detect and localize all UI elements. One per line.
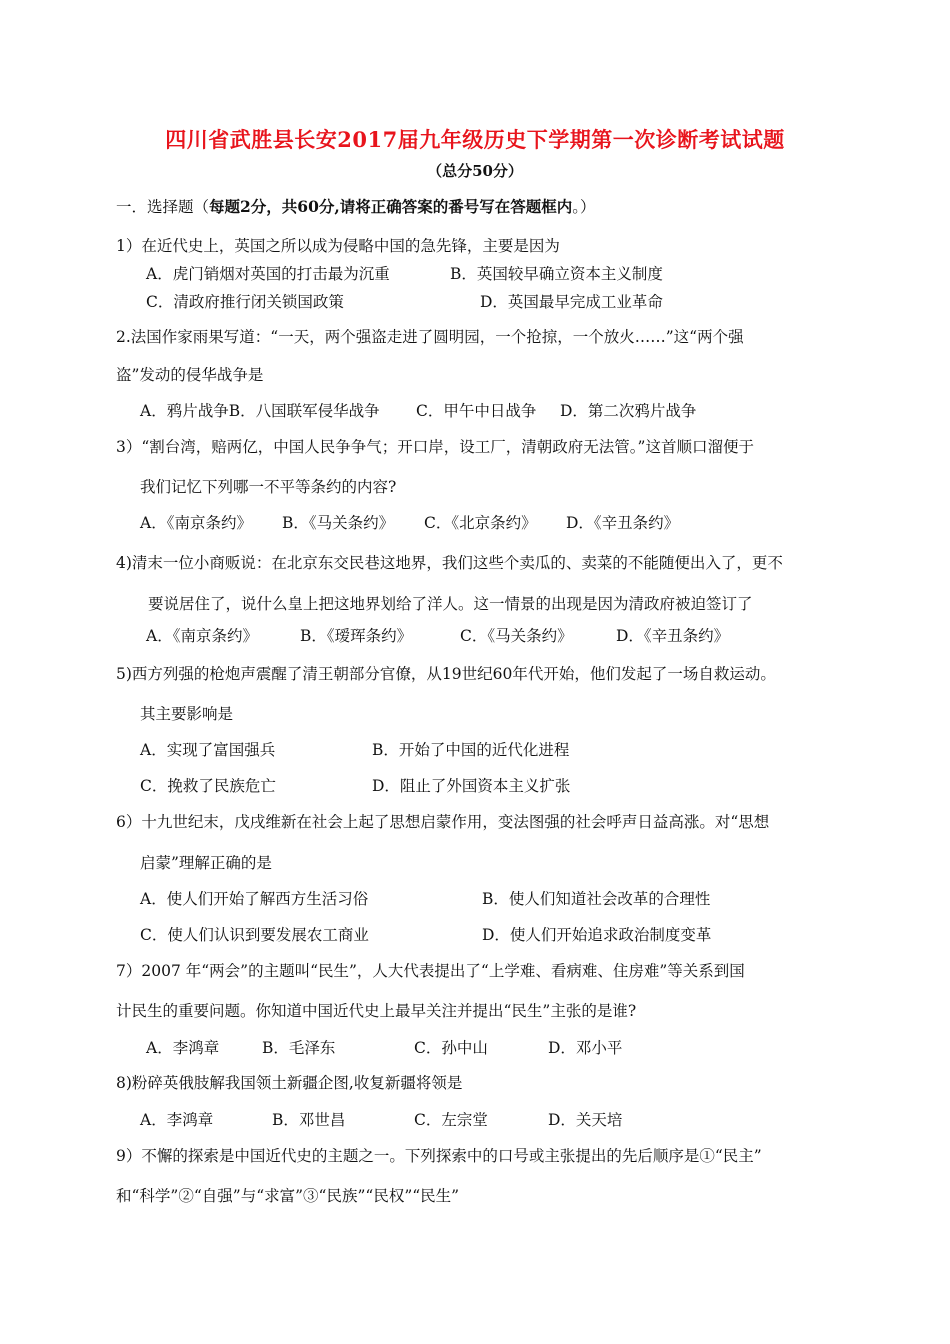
question-6-option-a: A．使人们开始了解西方生活习俗 [140, 890, 369, 908]
question-8-option-c: C．左宗堂 [414, 1111, 488, 1129]
question-1-stem: 1）在近代史上，英国之所以成为侵略中国的急先锋，主要是因为 [116, 237, 560, 255]
question-6-option-d: D．使人们开始追求政治制度变革 [482, 926, 712, 944]
question-6-option-b: B．使人们知道社会改革的合理性 [482, 890, 711, 908]
question-8-stem: 8)粉碎英俄肢解我国领土新疆企图,收复新疆将领是 [116, 1074, 463, 1092]
question-1-option-b: B．英国较早确立资本主义制度 [450, 265, 663, 283]
question-9-stem-line-1: 9）不懈的探索是中国近代史的主题之一。下列探索中的口号或主张提出的先后顺序是①“民主” [116, 1147, 762, 1165]
question-4-option-b: B．《瑷珲条约》 [300, 627, 413, 645]
question-1-option-d: D．英国最早完成工业革命 [480, 293, 663, 311]
question-7-option-a: A．李鸿章 [146, 1039, 220, 1057]
question-2-stem-line-2: 盗”发动的侵华战争是 [116, 366, 264, 384]
question-4-option-a: A．《南京条约》 [146, 627, 258, 645]
question-5-stem-line-2: 其主要影响是 [140, 705, 234, 723]
question-3-option-a: A．《南京条约》 [140, 514, 252, 532]
question-3-stem-line-2: 我们记忆下列哪一不平等条约的内容? [140, 478, 397, 496]
question-1-option-c: C．清政府推行闭关锁国政策 [146, 293, 344, 311]
question-3-option-b: B．《马关条约》 [282, 514, 395, 532]
question-2-option-ab: A．鸦片战争B．八国联军侵华战争 [140, 402, 380, 420]
question-4-stem-line-1: 4)清末一位小商贩说：在北京东交民巷这地界，我们这些个卖瓜的、卖菜的不能随便出入了，更不 [116, 554, 783, 572]
question-3-option-d: D．《辛丑条约》 [566, 514, 680, 532]
question-5-option-c: C．挽救了民族危亡 [140, 777, 276, 795]
question-7-option-b: B．毛泽东 [262, 1039, 336, 1057]
question-2-stem-line-1: 2.法国作家雨果写道：“一天，两个强盗走进了圆明园，一个抢掠，一个放火……”这“两个强 [116, 328, 744, 346]
question-6-option-c: C．使人们认识到要发展农工商业 [140, 926, 369, 944]
question-7-option-c: C．孙中山 [414, 1039, 488, 1057]
question-1-option-a: A．虎门销烟对英国的打击最为沉重 [146, 265, 390, 283]
section-heading [116, 196, 596, 218]
section-instruction: 每题2分，共60分,请将正确答案的番号写在答题框内 [209, 197, 573, 216]
question-7-stem-line-1: 7）2007 年“两会”的主题叫“民生”，人大代表提出了“上学难、看病难、住房难”等关系到国 [116, 962, 745, 980]
question-5-option-d: D．阻止了外国资本主义扩张 [372, 777, 571, 795]
question-8-option-b: B．邓世昌 [272, 1111, 346, 1129]
section-lead: 一．选择题（ [116, 198, 210, 216]
question-9-stem-line-2: 和“科学”②“自强”与“求富”③“民族”“民权”“民生” [116, 1187, 460, 1205]
page-subtitle: （总分50分） [427, 162, 523, 180]
question-4-option-d: D．《辛丑条约》 [616, 627, 730, 645]
question-4-option-c: C．《马关条约》 [460, 627, 573, 645]
question-8-option-d: D．关天培 [548, 1111, 623, 1129]
question-4-stem-line-2: 要说居住了，说什么皇上把这地界划给了洋人。这一情景的出现是因为清政府被迫签订了 [148, 595, 753, 613]
page-title: 四川省武胜县长安2017届九年级历史下学期第一次诊断考试试题 [165, 127, 785, 152]
question-6-stem-line-2: 启蒙”理解正确的是 [140, 854, 272, 872]
question-2-option-c: C．甲午中日战争 [416, 402, 537, 420]
question-5-option-b: B．开始了中国的近代化进程 [372, 741, 570, 759]
question-5-stem-line-1: 5)西方列强的枪炮声震醒了清王朝部分官僚，从19世纪60年代开始，他们发起了一场自救运动。 [116, 665, 776, 683]
question-3-option-c: C．《北京条约》 [424, 514, 537, 532]
question-8-option-a: A．李鸿章 [140, 1111, 214, 1129]
question-5-option-a: A．实现了富国强兵 [140, 741, 276, 759]
question-7-stem-line-2: 计民生的重要问题。你知道中国近代史上最早关注并提出“民生”主张的是谁? [116, 1002, 637, 1020]
section-tail: 。） [572, 198, 596, 216]
question-2-option-d: D．第二次鸦片战争 [560, 402, 697, 420]
question-3-stem-line-1: 3）“割台湾，赔两亿，中国人民争争气；开口岸，设工厂，清朝政府无法管。”这首顺口溜便于 [116, 438, 754, 456]
question-6-stem-line-1: 6）十九世纪末，戊戌维新在社会上起了思想启蒙作用，变法图强的社会呼声日益高涨。对“思想 [116, 813, 770, 831]
question-7-option-d: D．邓小平 [548, 1039, 623, 1057]
